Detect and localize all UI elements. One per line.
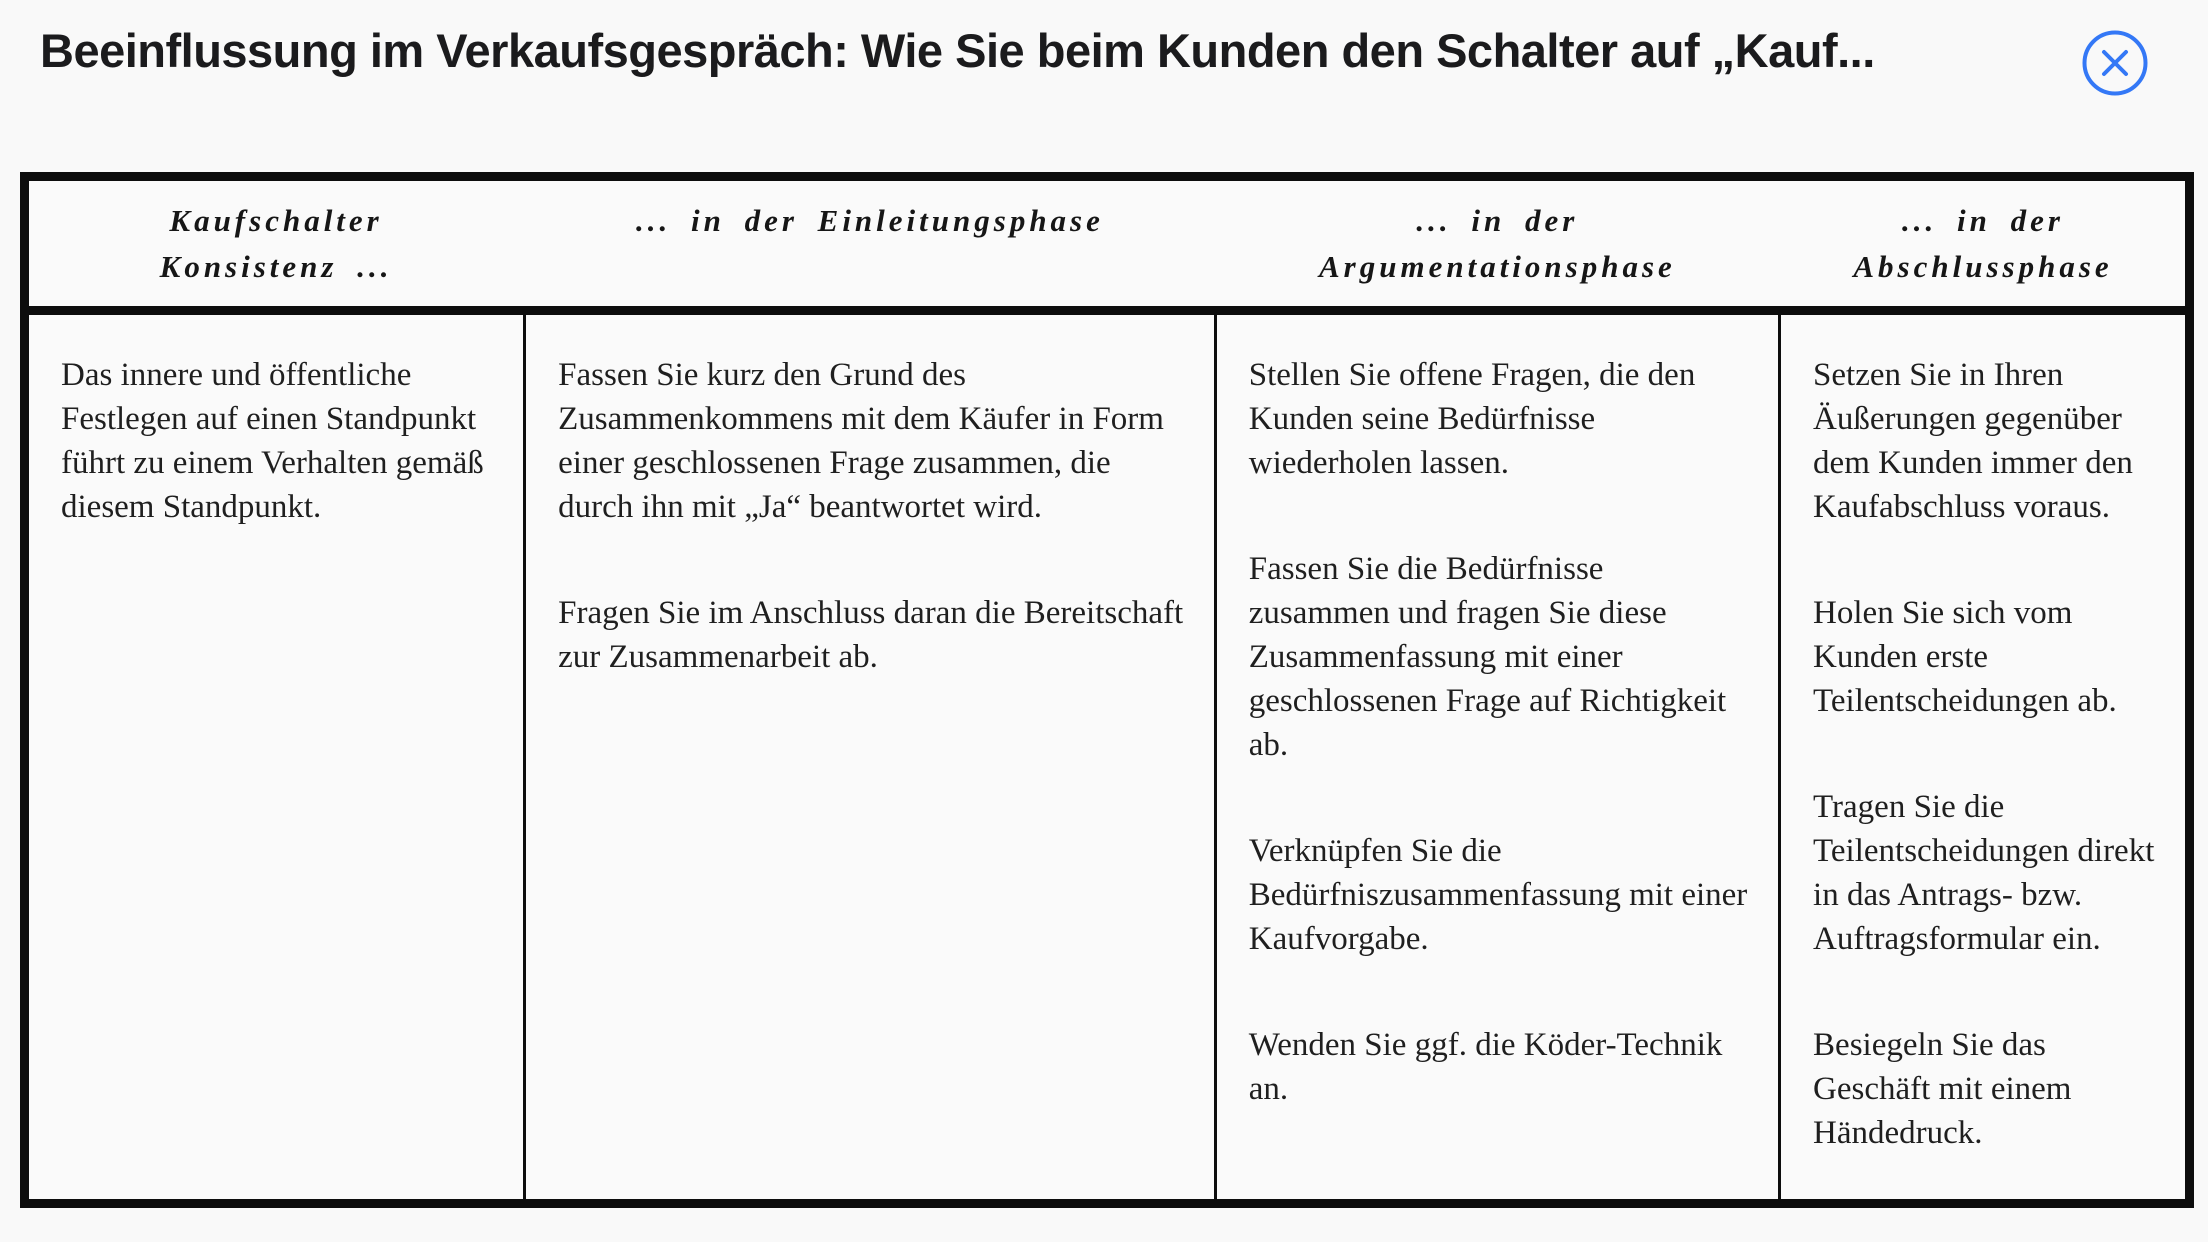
header-line: ... in der: [1902, 203, 2064, 238]
paragraph: Holen Sie sich vom Kunden erste Teilentscheidungen ab.: [1813, 595, 2117, 719]
paragraph: Stellen Sie offene Fragen, die den Kunden seine Bedürfnisse wiederholen lassen.: [1248, 357, 1696, 481]
table-cell-kaufschalter-konsistenz: [29, 315, 523, 1199]
header-line: Argumentationsphase: [1318, 249, 1676, 284]
column-header-abschlussphase: [1778, 181, 2185, 306]
paragraph: Verknüpfen Sie die Bedürfniszusammenfassung mit einer Kaufvorgabe.: [1248, 833, 1748, 957]
header-line: ... in der: [1416, 203, 1579, 238]
header-line: Abschlussphase: [1853, 249, 2113, 284]
header-line: Kaufschalter: [169, 203, 383, 238]
header-line: ... in der Einleitungsphase: [635, 203, 1104, 238]
table-cell-abschlussphase: [1778, 315, 2185, 1199]
table-body-row: [29, 315, 2185, 1199]
paragraph: Fassen Sie die Bedürfnisse zusammen und fragen Sie diese Zusammenfassung mit einer geschlossenen Frage auf Richtigkeit ab.: [1248, 551, 1727, 763]
table-header-row: [29, 181, 2185, 315]
paragraph: Tragen Sie die Teilentscheidungen direkt in das Antrags- bzw. Auftragsformular ein.: [1813, 789, 2155, 957]
paragraph: Fragen Sie im Anschluss daran die Bereitschaft zur Zusammenarbeit ab.: [558, 595, 1184, 675]
paragraph: Wenden Sie ggf. die Köder-Technik an.: [1248, 1027, 1723, 1107]
table-cell-argumentationsphase: [1214, 315, 1778, 1199]
column-header-argumentationsphase: [1214, 181, 1778, 306]
close-icon: [2082, 30, 2148, 96]
paragraph: Besiegeln Sie das Geschäft mit einem Händedruck.: [1813, 1027, 2072, 1151]
table: [20, 172, 2194, 1208]
paragraph: Fassen Sie kurz den Grund des Zusammenkommens mit dem Käufer in Form einer geschlossenen Frage zusammen, die durch ihn mit „Ja“ beantwortet wird.: [558, 357, 1164, 525]
page-title: Beeinflussung im Verkaufsgespräch: Wie Sie beim Kunden den Schalter auf „Kauf...: [40, 24, 1875, 77]
title-bar: [0, 0, 2208, 140]
column-header-einleitungsphase: [523, 181, 1214, 306]
paragraph: Das innere und öffentliche Festlegen auf einen Standpunkt führt zu einem Verhalten gemäß diesem Standpunkt.: [61, 357, 484, 525]
paragraph: Setzen Sie in Ihren Äußerungen gegenüber dem Kunden immer den Kaufabschluss voraus.: [1813, 357, 2133, 525]
column-header-kaufschalter-konsistenz: [29, 181, 523, 306]
close-button[interactable]: [2082, 30, 2148, 96]
table-cell-einleitungsphase: [523, 315, 1214, 1199]
header-line: Konsistenz ...: [159, 249, 393, 284]
